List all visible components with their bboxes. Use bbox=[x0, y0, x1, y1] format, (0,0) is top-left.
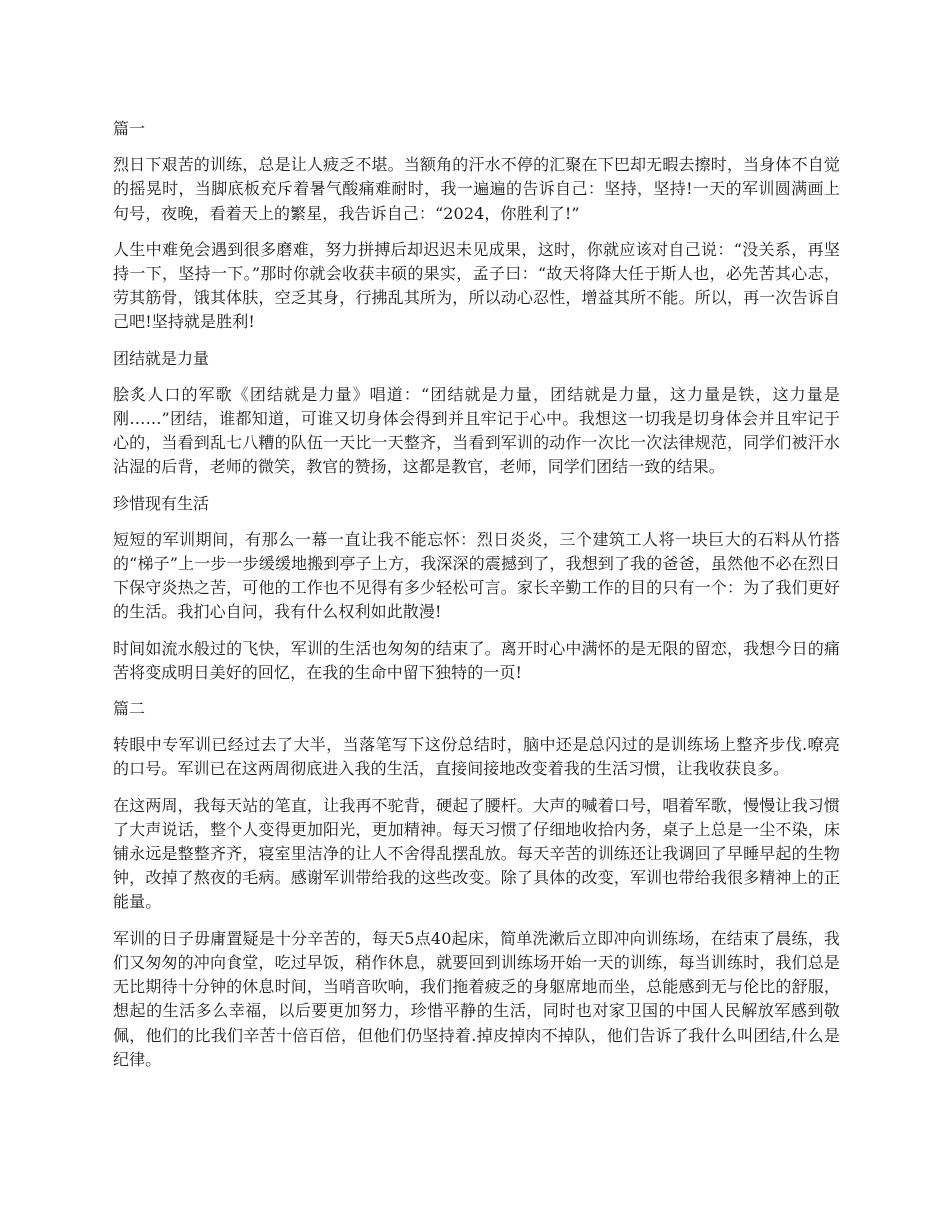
section-heading-unity: 团结就是力量 bbox=[113, 348, 210, 368]
paragraph: 短短的军训期间，有那么一幕一直让我不能忘怀：烈日炎炎，三个建筑工人将一块巨大的石料从竹搭的“梯子”上一步一步缓缓地搬到亭子上方，我深深的震撼到了，我想到了我的爸爸，虽然他不必在烈日下保守炎热之苦，可他的工作也不见得有多少轻松可言。家长辛勤工作的目的只有一个：为了我们更好的生活。我扪心自问，我有什么权利如此散漫! bbox=[113, 529, 840, 622]
paragraph: 脍炙人口的军歌《团结就是力量》唱道：“团结就是力量，团结就是力量，这力量是铁，这力量是刚……”团结，谁都知道，可谁又切身体会得到并且牢记于心中。我想这一切我是切身体会并且牢记于心的，当看到乱七八糟的队伍一天比一天整齐，当看到军训的动作一次比一次法律规范，同学们被汗水沾湿的后背，老师的微笑，教官的赞扬，这都是教官，老师，同学们团结一致的结果。 bbox=[113, 384, 840, 477]
document-page bbox=[113, 117, 840, 1084]
paragraph: 军训的日子毋庸置疑是十分辛苦的，每天5点40起床，简单洗漱后立即冲向训练场，在结束了晨练，我们又匆匆的冲向食堂，吃过早饭，稍作休息，就要回到训练场开始一天的训练，每当训练时，我们总是无比期待十分钟的休息时间，当哨音吹响，我们拖着疲乏的身躯席地而坐，总能感到无与伦比的舒服，想起的生活多么幸福，以后要更加努力，珍惜平静的生活，同时也对家卫国的中国人民解放军感到敬佩，他们的比我们辛苦十倍百倍，但他们仍坚持着.掉皮掉肉不掉队，他们告诉了我什么叫团结,什么是纪律。 bbox=[113, 928, 840, 1069]
paragraph: 烈日下艰苦的训练，总是让人疲乏不堪。当额角的汗水不停的汇聚在下巴却无暇去擦时，当身体不自觉的摇晃时，当脚底板充斥着暑气酸痛难耐时，我一遍遍的告诉自己：坚持，坚持!一天的军训圆满画上句号，夜晚，看着天上的繁星，我告诉自己：“2024，你胜利了!” bbox=[113, 155, 840, 223]
section-heading-part-two: 篇二 bbox=[113, 699, 146, 719]
paragraph: 人生中难免会遇到很多磨难，努力拼搏后却迟迟未见成果，这时，你就应该对自己说：“没关系，再坚持一下，坚持一下。”那时你就会收获丰硕的果实，孟子曰：“故天将降大任于斯人也，必先苦其心志，劳其筋骨，饿其体肤，空乏其身，行拂乱其所为，所以动心忍性，增益其所不能。所以，再一次告诉自己吧!坚持就是胜利! bbox=[113, 239, 840, 332]
paragraph: 在这两周，我每天站的笔直，让我再不驼背，硬起了腰杆。大声的喊着口号，唱着军歌，慢慢让我习惯了大声说话，整个人变得更加阳光，更加精神。每天习惯了仔细地收拾内务，桌子上总是一尘不染，床铺永远是整整齐齐，寝室里洁净的让人不舍得乱摆乱放。每天辛苦的训练还让我调回了早睡早起的生物钟，改掉了熬夜的毛病。感谢军训带给我的这些改变。除了具体的改变，军训也带给我很多精神上的正能量。 bbox=[113, 795, 840, 912]
section-heading-part-one: 篇一 bbox=[113, 119, 146, 138]
section-heading-cherish-life: 珍惜现有生活 bbox=[113, 493, 210, 513]
paragraph: 转眼中专军训已经过去了大半，当落笔写下这份总结时，脑中还是总闪过的是训练场上整齐步伐.嘹亮的口号。军训已在这两周彻底进入我的生活，直接间接地改变着我的生活习惯，让我收获良多。 bbox=[113, 735, 840, 779]
paragraph: 时间如流水般过的飞快，军训的生活也匆匆的结束了。离开时心中满怀的是无限的留恋，我想今日的痛苦将变成明日美好的回忆，在我的生命中留下独特的一页! bbox=[113, 638, 840, 682]
